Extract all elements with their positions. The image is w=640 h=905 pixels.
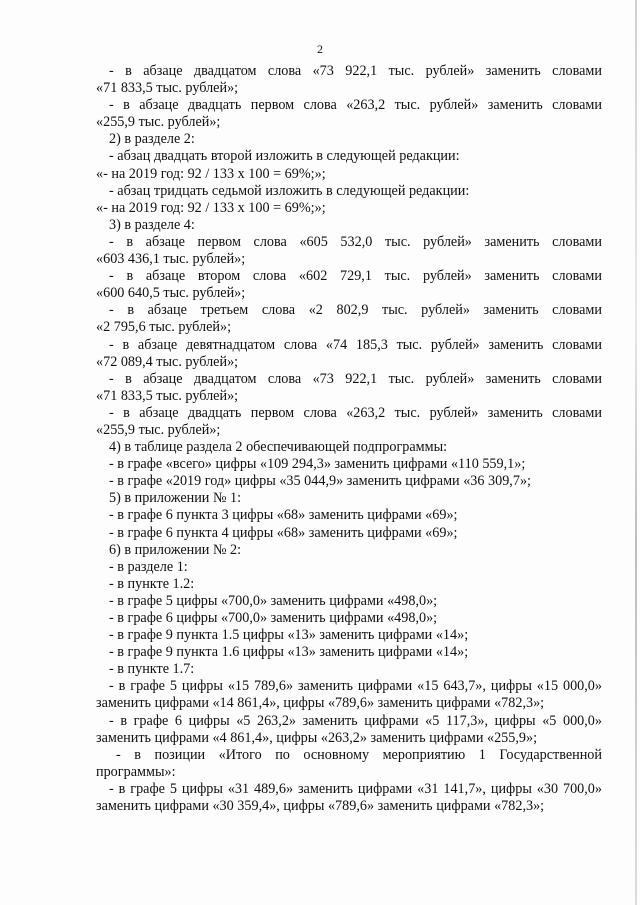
text-line: - в графе 6 цифры «700,0» заменить цифрами «498,0»; xyxy=(109,610,438,626)
text-line: - в графе 5 цифры «700,0» заменить цифрами «498,0»; xyxy=(109,592,438,609)
text-line: - в графе 6 цифры «5 263,2» заменить цифрами «5 117,3», цифры «5 000,0» xyxy=(109,712,602,729)
text-line: 5) в приложении № 1: xyxy=(109,490,242,507)
text-line: - в позиции «Итого по основному мероприятию 1 Государственной xyxy=(116,746,602,763)
text-line: «255,9 тыс. рублей»; xyxy=(96,114,221,131)
text-line: 3) в разделе 4: xyxy=(109,216,195,233)
text-line: «- на 2019 год: 92 / 133 х 100 = 69%;»; xyxy=(96,165,326,182)
text-line: «- на 2019 год: 92 / 133 х 100 = 69%;»; xyxy=(96,199,326,216)
text-line: - в пункте 1.7: xyxy=(109,661,195,678)
text-line: - в графе 5 цифры «31 489,6» заменить цифрами «31 141,7», цифры «30 700,0» xyxy=(109,780,602,797)
text-line: 2) в разделе 2: xyxy=(109,131,195,148)
text-line: - в абзаце двадцатом слова «73 922,1 тыс. рублей» заменить словами xyxy=(109,63,602,79)
text-line: «600 640,5 тыс. рублей»; xyxy=(96,285,246,302)
text-line: «71 833,5 тыс. рублей»; xyxy=(96,80,239,97)
text-line: - в графе «всего» цифры «109 294,3» заменить цифрами «110 559,1»; xyxy=(109,456,526,473)
text-line: - в абзаце двадцать первом слова «263,2 тыс. рублей» заменить словами xyxy=(109,404,602,421)
text-line: - в графе «2019 год» цифры «35 044,9» заменить цифрами «36 309,7»; xyxy=(109,473,531,490)
page-number: 2 xyxy=(317,42,323,56)
text-line: - в графе 9 пункта 1.6 цифры «13» заменить цифрами «14»; xyxy=(109,644,469,661)
text-line: «71 833,5 тыс. рублей»; xyxy=(96,387,239,404)
text-line: - в пункте 1.2: xyxy=(109,575,195,592)
text-line: - в абзаце третьем слова «2 802,9 тыс. рублей» заменить словами xyxy=(109,302,602,319)
text-line: - в абзаце девятнадцатом слова «74 185,3 тыс. рублей» заменить словами xyxy=(109,336,602,353)
text-line: 4) в таблице раздела 2 обеспечивающей подпрограммы: xyxy=(109,439,448,456)
text-line: заменить цифрами «30 359,4», цифры «789,6» заменить цифрами «782,3»; xyxy=(96,798,545,815)
text-line: - в абзаце двадцать первом слова «263,2 тыс. рублей» заменить словами xyxy=(109,97,602,114)
text-line: - в графе 9 пункта 1.5 цифры «13» заменить цифрами «14»; xyxy=(109,627,469,644)
scan-edge xyxy=(635,0,637,905)
text-line: - абзац двадцать второй изложить в следующей редакции: xyxy=(109,148,460,165)
text-line: программы»: xyxy=(96,763,176,780)
text-line: «2 795,6 тыс. рублей»; xyxy=(96,319,232,336)
text-line: - в графе 6 пункта 3 цифры «68» заменить цифрами «69»; xyxy=(109,507,458,524)
text-line: заменить цифрами «4 861,4», цифры «263,2» заменить цифрами «255,9»; xyxy=(96,729,538,746)
text-line: заменить цифрами «14 861,4», цифры «789,6» заменить цифрами «782,3»; xyxy=(96,695,545,712)
text-line: - абзац тридцать седьмой изложить в следующей редакции: xyxy=(109,182,470,199)
text-line: - в абзаце первом слова «605 532,0 тыс. рублей» заменить словами xyxy=(109,233,602,250)
text-line: - в абзаце втором слова «602 729,1 тыс. рублей» заменить словами xyxy=(109,268,602,285)
text-line: - в разделе 1: xyxy=(109,558,188,575)
text-line: - в абзаце двадцатом слова «73 922,1 тыс. рублей» заменить словами xyxy=(109,370,602,387)
text-line: «603 436,1 тыс. рублей»; xyxy=(96,251,246,268)
text-line: «72 089,4 тыс. рублей»; xyxy=(96,353,239,370)
text-line: 6) в приложении № 2: xyxy=(109,541,242,558)
document-body xyxy=(96,63,602,815)
text-line: «255,9 тыс. рублей»; xyxy=(96,421,221,438)
text-line: - в графе 5 цифры «15 789,6» заменить цифрами «15 643,7», цифры «15 000,0» xyxy=(109,678,602,695)
text-line: - в графе 6 пункта 4 цифры «68» заменить цифрами «69»; xyxy=(109,524,458,541)
